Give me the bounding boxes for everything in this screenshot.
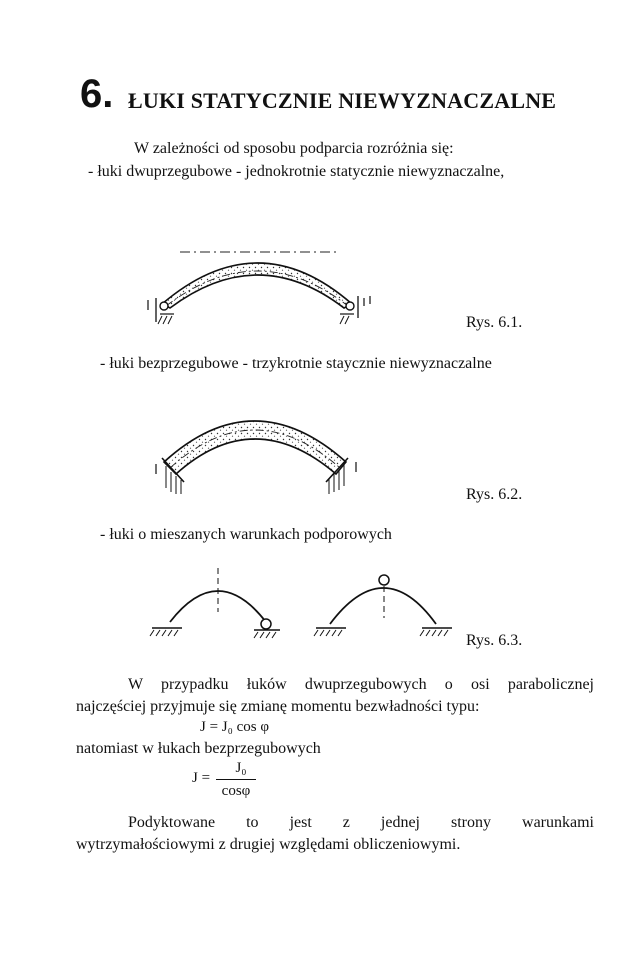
figure-caption-6-1: Rys. 6.1.	[466, 314, 523, 331]
formula-hingeless-lhs: J =	[192, 770, 211, 786]
list-item-mixed: - łuki o mieszanych warunkach podporowych	[100, 526, 392, 543]
paragraph-2-line-2: wytrzymałościowymi z drugiej względami obliczeniowymi.	[76, 836, 461, 853]
list-item-two-hinged: - łuki dwuprzegubowe - jednokrotnie statycznie niewyznaczalne,	[88, 163, 505, 180]
paragraph-1-line-2: najczęściej przyjmuje się zmianę momentu bezwładności typu:	[76, 698, 480, 715]
paragraph-1-line-1: W przypadku łuków dwuprzegubowych o osi parabolicznej	[128, 676, 594, 693]
figure-caption-6-3: Rys. 6.3.	[466, 632, 523, 649]
figure-two-hinged-arch	[140, 230, 380, 330]
fraction-bar	[216, 779, 256, 780]
chapter-number: 6.	[80, 72, 114, 116]
formula-two-hinged: J = J₀ cos φ	[200, 719, 270, 735]
figure-hingeless-arch	[150, 402, 380, 502]
paragraph-2-line-1: Podyktowane to jest z jednej strony warunkami	[128, 814, 594, 831]
figure-caption-6-2: Rys. 6.2.	[466, 486, 523, 503]
formula-numerator: J₀	[235, 760, 247, 776]
connector-text: natomiast w łukach bezprzegubowych	[76, 740, 321, 757]
list-item-hingeless: - łuki bezprzegubowe - trzykrotnie staycznie niewyznaczalne	[100, 355, 492, 372]
intro-text: W zależności od sposobu podparcia rozróżnia się:	[134, 140, 454, 157]
chapter-title: ŁUKI STATYCZNIE NIEWYZNACZALNE	[128, 88, 557, 113]
formula-denominator: cosφ	[221, 783, 251, 799]
figure-mixed-arches	[140, 562, 460, 642]
